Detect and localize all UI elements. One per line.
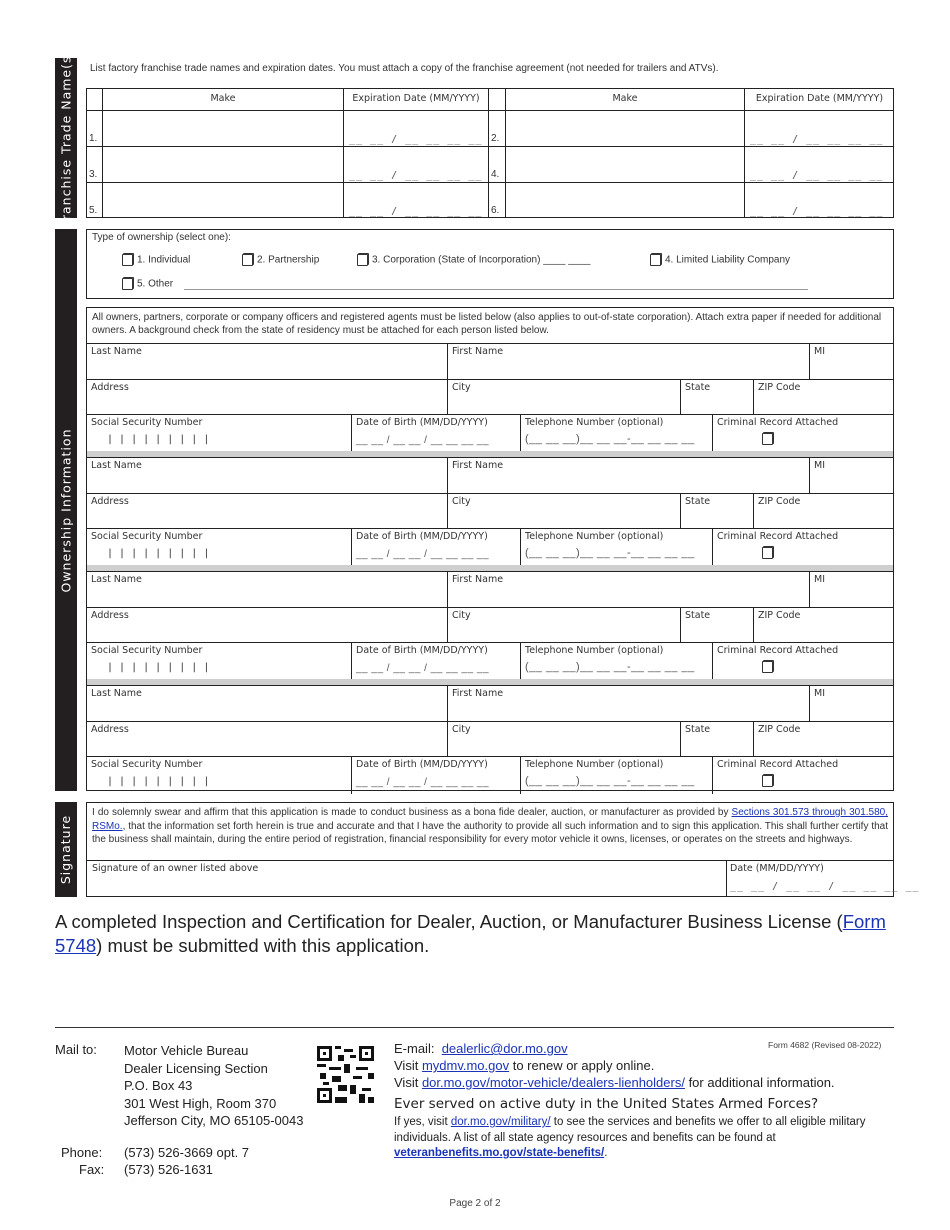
city-label: City [452, 382, 471, 393]
city-label: City [452, 724, 471, 735]
expiration-date-field[interactable]: __ __ / __ __ __ __ [349, 170, 483, 181]
criminal-label: Criminal Record Attached [717, 759, 839, 770]
expiration-date-field[interactable]: __ __ / __ __ __ __ [750, 206, 884, 217]
first-name-field[interactable] [448, 686, 810, 722]
last-name-label: Last Name [91, 460, 142, 471]
franchise-cell [506, 89, 745, 111]
signature-box [86, 802, 920, 897]
zip-label: ZIP Code [758, 724, 801, 735]
franchise-cell [103, 89, 344, 111]
dob-blank[interactable]: __ __ / __ __ / __ __ __ __ [356, 549, 490, 560]
phone-blank[interactable]: (__ __ __)__ __ __-__ __ __ __ [525, 547, 695, 559]
phone-label: Telephone Number (optional) [525, 759, 664, 770]
row-number: 4. [491, 169, 500, 180]
mi-field[interactable] [810, 458, 893, 494]
state-label: State [685, 382, 711, 393]
owner-block [87, 457, 893, 565]
franchise-cell[interactable] [103, 111, 344, 147]
zip-field[interactable] [754, 494, 893, 529]
expiration-date-field[interactable]: __ __ / __ __ __ __ [750, 134, 884, 145]
phone-field[interactable] [521, 529, 713, 566]
mi-label: MI [814, 460, 825, 471]
mi-label: MI [814, 574, 825, 585]
phone-blank[interactable]: (__ __ __)__ __ __-__ __ __ __ [525, 775, 695, 787]
criminal-label: Criminal Record Attached [717, 417, 839, 428]
checkbox[interactable] [650, 254, 661, 266]
franchise-cell [489, 89, 506, 111]
franchise-cell[interactable] [344, 147, 489, 183]
signature-date-label: Date (MM/DD/YYYY) [730, 863, 824, 874]
dob-label: Date of Birth (MM/DD/YYYY) [356, 759, 488, 770]
checkbox[interactable] [122, 254, 133, 266]
military-heading: Ever served on active duty in the United States Armed Forces? [394, 1096, 819, 1112]
dob-label: Date of Birth (MM/DD/YYYY) [356, 531, 488, 542]
address-label: Address [91, 496, 129, 507]
option-other[interactable]: 5. Other [122, 278, 173, 290]
owner-block [87, 685, 893, 793]
address-label: Address [91, 724, 129, 735]
veteran-benefits-link[interactable]: veteranbenefits.mo.gov/state-benefits/ [394, 1147, 605, 1159]
state-label: State [685, 496, 711, 507]
franchise-cell[interactable] [745, 183, 894, 218]
state-label: State [685, 724, 711, 735]
address-line: Motor Vehicle Bureau [124, 1043, 249, 1058]
expiration-date-field[interactable]: __ __ / __ __ __ __ [349, 134, 483, 145]
first-name-label: First Name [452, 574, 504, 585]
city-field[interactable] [448, 722, 681, 757]
ssn-digit-boxes[interactable]: | | | | | | | | | [107, 662, 210, 673]
owner-block [87, 571, 893, 679]
make-header: Make [210, 93, 236, 104]
signature-date-field[interactable]: __ __ / __ __ / __ __ __ __ [730, 881, 920, 892]
first-name-label: First Name [452, 346, 504, 357]
franchise-cell[interactable] [745, 111, 894, 147]
criminal-label: Criminal Record Attached [717, 645, 839, 656]
signature-label: Signature of an owner listed above [92, 863, 259, 874]
phone-label: Telephone Number (optional) [525, 417, 664, 428]
franchise-cell [87, 89, 103, 111]
phone-field[interactable] [521, 415, 713, 452]
ssn-label: Social Security Number [91, 645, 203, 656]
criminal-field[interactable] [713, 757, 893, 794]
phone-label: Telephone Number (optional) [525, 531, 664, 542]
last-name-label: Last Name [91, 688, 142, 699]
affirmation-text: I do solemnly swear and affirm that this application is made to conduct business as a bona fide dealer, auction, or manufacturer as provided by Sections 301.573 through 301.580, RSMo., that the information set forth herein is true and accurate and that I have the authority to provide all such information and to sign this application. This shall further certify that the business shall maintain, during the entire period of registration, financial responsibility for every motor vehicle it owns, licenses, or operates on the streets and highways. [92, 807, 888, 845]
form-5748-notice: A completed Inspection and Certification for Dealer, Auction, or Manufacturer Business License (Form 5748) must be submitted with this application. [55, 911, 886, 956]
franchise-cell[interactable] [745, 147, 894, 183]
page-number: Page 2 of 2 [449, 1198, 501, 1209]
address-line: P.O. Box 43 [124, 1078, 193, 1093]
expiration-date-field[interactable]: __ __ / __ __ __ __ [349, 206, 483, 217]
military-link[interactable]: dor.mo.gov/military/ [450, 1116, 551, 1128]
mi-field[interactable] [810, 344, 893, 380]
mailing-address [124, 1042, 303, 1130]
signature-section-label: Signature [55, 802, 77, 897]
dob-blank[interactable]: __ __ / __ __ / __ __ __ __ [356, 435, 490, 446]
city-label: City [452, 610, 471, 621]
ssn-digit-boxes[interactable]: | | | | | | | | | [107, 434, 210, 445]
dob-label: Date of Birth (MM/DD/YYYY) [356, 417, 488, 428]
address-field[interactable] [87, 380, 448, 415]
ssn-label: Social Security Number [91, 759, 203, 770]
phone-label: Phone: [61, 1145, 103, 1160]
mail-label: Mail to: [55, 1042, 97, 1057]
form-5748-link[interactable]: Form 5748 [55, 911, 886, 956]
address-field[interactable] [87, 608, 448, 643]
franchise-cell[interactable] [103, 183, 344, 218]
franchise-cell [489, 147, 506, 183]
state-field[interactable] [681, 494, 754, 529]
row-number: 3. [89, 169, 98, 180]
city-label: City [452, 496, 471, 507]
address-field[interactable] [87, 494, 448, 529]
state-field[interactable] [681, 380, 754, 415]
expiration-date-field[interactable]: __ __ / __ __ __ __ [750, 170, 884, 181]
dob-field[interactable] [352, 529, 521, 566]
franchise-table [86, 88, 894, 218]
address-field[interactable] [87, 722, 448, 757]
mi-label: MI [814, 688, 825, 699]
dob-blank[interactable]: __ __ / __ __ / __ __ __ __ [356, 663, 490, 674]
franchise-cell [344, 89, 489, 111]
address-line: Jefferson City, MO 65105-0043 [124, 1113, 304, 1128]
zip-field[interactable] [754, 722, 893, 757]
expiration-header: Expiration Date (MM/YYYY) [352, 93, 480, 104]
fax-value: (573) 526-1631 [124, 1162, 213, 1177]
form-id: Form 4682 (Revised 08-2022) [768, 1040, 882, 1050]
dob-blank[interactable]: __ __ / __ __ / __ __ __ __ [356, 777, 490, 788]
ssn-digit-boxes[interactable]: | | | | | | | | | [107, 776, 210, 787]
last-name-field[interactable] [87, 686, 448, 722]
city-field[interactable] [448, 380, 681, 415]
row-number: 5. [89, 205, 98, 216]
criminal-field[interactable] [713, 529, 893, 566]
dealers-link[interactable]: dor.mo.gov/motor-vehicle/dealers-lienholders/ [421, 1075, 685, 1090]
franchise-cell [87, 111, 103, 147]
owners-intro: All owners, partners, corporate or company officers and registered agents must be listed below (also applies to out-of-state corporation). Attach extra paper if needed for additional owners. A background check from the state of residency must be attached for each person listed below. [92, 312, 882, 336]
qr-code-icon [317, 1046, 374, 1103]
state-field[interactable] [681, 722, 754, 757]
first-name-label: First Name [452, 460, 504, 471]
ssn-digit-boxes[interactable]: | | | | | | | | | [107, 548, 210, 559]
statute-link[interactable]: Sections 301.573 through 301.580, RSMo. [92, 807, 888, 832]
footer-divider [55, 1027, 894, 1028]
last-name-field[interactable] [87, 572, 448, 608]
military-text: If yes, visit dor.mo.gov/military/ to see the services and benefits we offer to all eligible military individuals. A list of all state agency resources and benefits can be found at veteranbenefits.mo.gov/state-benefits/. [394, 1116, 866, 1159]
ssn-field[interactable] [87, 757, 352, 794]
row-number: 1. [89, 133, 98, 144]
ssn-field[interactable] [87, 415, 352, 452]
phone-blank[interactable]: (__ __ __)__ __ __-__ __ __ __ [525, 661, 695, 673]
state-label: State [685, 610, 711, 621]
option-corporation[interactable]: 3. Corporation (State of Incorporation) ____ ____ [357, 254, 590, 266]
owners-box [86, 307, 894, 791]
franchise-cell[interactable] [344, 183, 489, 218]
ownership-type-box [86, 229, 894, 299]
franchise-section-label: Franchise Trade Name(s) [55, 58, 77, 218]
criminal-field[interactable] [713, 643, 893, 680]
option-partnership[interactable]: 2. Partnership [242, 254, 319, 266]
phone-field[interactable] [521, 757, 713, 794]
mi-label: MI [814, 346, 825, 357]
address-label: Address [91, 382, 129, 393]
dob-label: Date of Birth (MM/DD/YYYY) [356, 645, 488, 656]
phone-blank[interactable]: (__ __ __)__ __ __-__ __ __ __ [525, 433, 695, 445]
franchise-cell[interactable] [506, 111, 745, 147]
option-individual[interactable]: 1. Individual [122, 254, 190, 266]
mi-field[interactable] [810, 686, 893, 722]
last-name-label: Last Name [91, 574, 142, 585]
franchise-cell [489, 111, 506, 147]
ssn-field[interactable] [87, 529, 352, 566]
zip-label: ZIP Code [758, 382, 801, 393]
checkbox[interactable] [357, 254, 368, 266]
dob-field[interactable] [352, 643, 521, 680]
franchise-cell [87, 147, 103, 183]
mydmv-link[interactable]: mydmv.mo.gov [421, 1058, 510, 1073]
franchise-cell[interactable] [344, 111, 489, 147]
expiration-header: Expiration Date (MM/YYYY) [755, 93, 884, 104]
zip-label: ZIP Code [758, 496, 801, 507]
franchise-intro: List factory franchise trade names and expiration dates. You must attach a copy of the franchise agreement (not needed for trailers and ATVs). [90, 63, 719, 74]
franchise-cell [489, 183, 506, 218]
last-name-field[interactable] [87, 458, 448, 494]
franchise-cell [745, 89, 894, 111]
criminal-record-checkbox[interactable] [762, 775, 773, 787]
city-field[interactable] [448, 494, 681, 529]
city-field[interactable] [448, 608, 681, 643]
checkbox[interactable] [122, 278, 133, 290]
first-name-field[interactable] [448, 344, 810, 380]
phone-value: (573) 526-3669 opt. 7 [124, 1145, 250, 1160]
criminal-record-checkbox[interactable] [762, 433, 773, 445]
owner-block [87, 343, 893, 451]
row-number: 6. [491, 205, 500, 216]
last-name-label: Last Name [91, 346, 142, 357]
first-name-label: First Name [452, 688, 504, 699]
email-link[interactable]: dealerlic@dor.mo.gov [441, 1041, 568, 1056]
option-llc[interactable]: 4. Limited Liability Company [650, 254, 790, 266]
criminal-record-checkbox[interactable] [762, 547, 773, 559]
other-input-line[interactable] [184, 289, 808, 290]
ownership-type-label: Type of ownership (select one): [92, 232, 231, 243]
last-name-field[interactable] [87, 344, 448, 380]
state-field[interactable] [681, 608, 754, 643]
zip-label: ZIP Code [758, 610, 801, 621]
franchise-cell [87, 183, 103, 218]
first-name-field[interactable] [448, 458, 810, 494]
criminal-record-checkbox[interactable] [762, 661, 773, 673]
criminal-field[interactable] [713, 415, 893, 452]
mi-field[interactable] [810, 572, 893, 608]
fax-label: Fax: [79, 1162, 105, 1177]
address-line: Dealer Licensing Section [124, 1060, 268, 1076]
checkbox[interactable] [242, 254, 253, 266]
ssn-label: Social Security Number [91, 417, 203, 428]
dob-field[interactable] [352, 757, 521, 794]
first-name-field[interactable] [448, 572, 810, 608]
address-line: 301 West High, Room 370 [124, 1095, 277, 1111]
criminal-label: Criminal Record Attached [717, 531, 839, 542]
franchise-cell[interactable] [506, 183, 745, 218]
ownership-section-label: Ownership Information [55, 229, 77, 791]
franchise-cell[interactable] [506, 147, 745, 183]
address-label: Address [91, 610, 129, 621]
franchise-cell[interactable] [103, 147, 344, 183]
phone-field[interactable] [521, 643, 713, 680]
zip-field[interactable] [754, 608, 893, 643]
ssn-label: Social Security Number [91, 531, 203, 542]
make-header: Make [612, 93, 638, 104]
phone-label: Telephone Number (optional) [525, 645, 664, 656]
zip-field[interactable] [754, 380, 893, 415]
dob-field[interactable] [352, 415, 521, 452]
row-number: 2. [491, 133, 500, 144]
contact-info: E-mail: dealerlic@dor.mo.gov Visit mydmv.mo.gov to renew or apply online. Visit dor.mo.gov/motor-vehicle/dealers-lienholders/ for additional information. [394, 1041, 835, 1090]
ssn-field[interactable] [87, 643, 352, 680]
